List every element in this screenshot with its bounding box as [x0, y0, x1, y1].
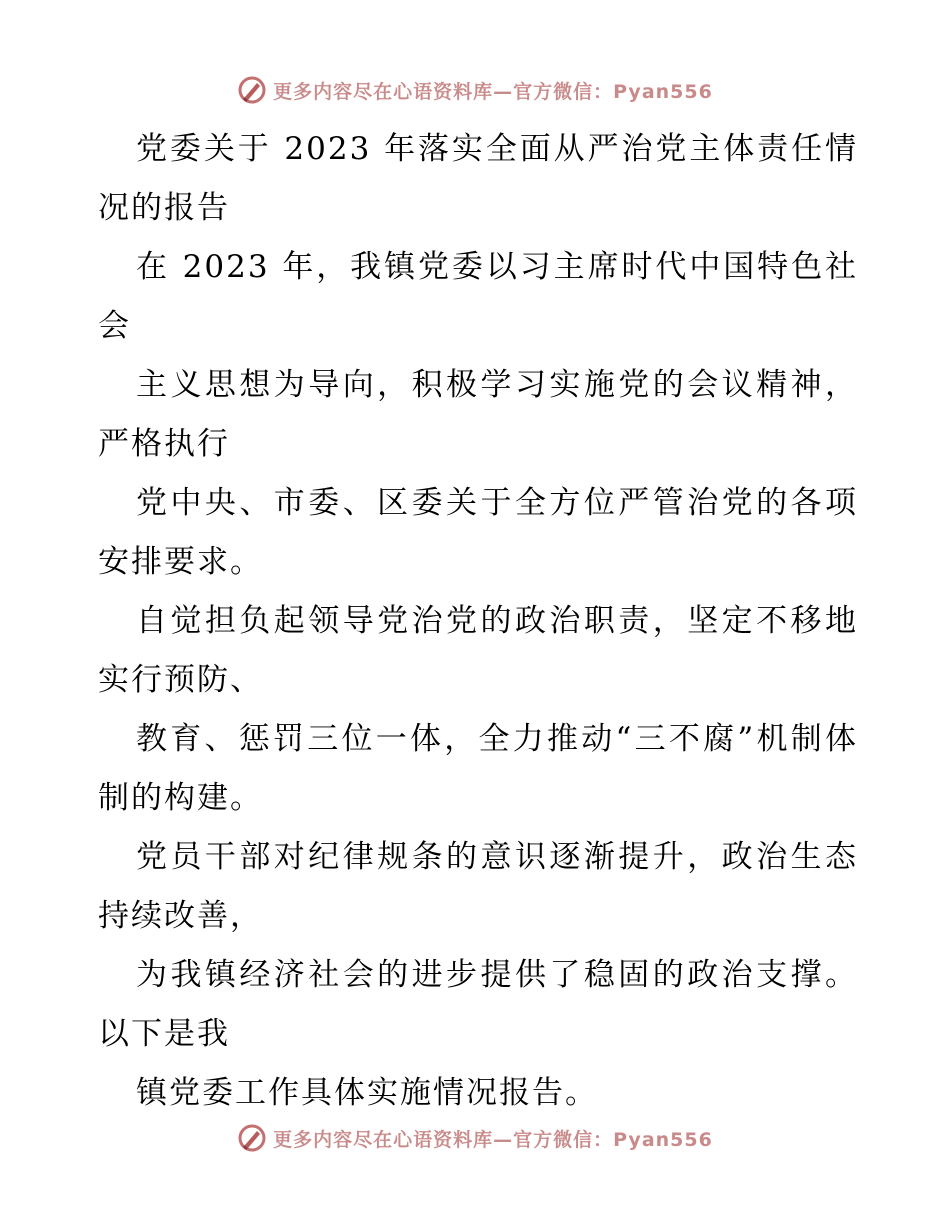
watermark-footer	[0, 1118, 950, 1158]
document-body	[98, 120, 858, 1123]
paragraph: 为我镇经济社会的进步提供了稳固的政治支撑。以下是我	[98, 957, 858, 1052]
paragraph: 党中央、市委、区委关于全方位严管治党的各项安排要求。	[98, 485, 858, 580]
paragraph: 主义思想为导向，积极学习实施党的会议精神，严格执行	[98, 367, 858, 462]
watermark-header	[0, 70, 950, 110]
pen-nib-circle-icon	[237, 1123, 267, 1153]
watermark-text: 更多内容尽在心语资料库—官方微信：Pyan556	[273, 1128, 713, 1151]
paragraph: 党员干部对纪律规条的意识逐渐提升，政治生态持续改善，	[98, 839, 858, 934]
paragraph: 在 2023 年，我镇党委以习主席时代中国特色社会	[98, 249, 858, 344]
document-title: 党委关于 2023 年落实全面从严治党主体责任情况的报告	[98, 131, 858, 226]
watermark-text: 更多内容尽在心语资料库—官方微信：Pyan556	[273, 80, 713, 103]
paragraph: 教育、惩罚三位一体，全力推动“三不腐”机制体制的构建。	[98, 721, 858, 816]
paragraph: 镇党委工作具体实施情况报告。	[136, 1075, 598, 1111]
paragraph: 自觉担负起领导党治党的政治职责，坚定不移地实行预防、	[98, 603, 858, 698]
pen-nib-circle-icon	[237, 75, 267, 105]
